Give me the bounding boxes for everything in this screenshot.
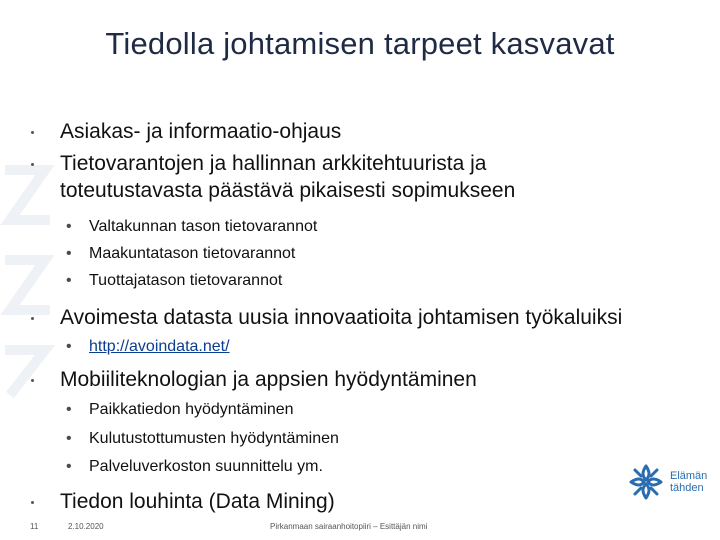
subbullet-dot: •: [66, 430, 72, 447]
bullet-text: Tiedon louhinta (Data Mining): [60, 490, 335, 513]
logo-line1: Elämän: [670, 470, 708, 482]
bullet-open-data: [60, 304, 622, 331]
subbullet-text: Kulutustottumusten hyödyntäminen: [89, 430, 339, 447]
bullet-text-line1: Tietovarantojen ja hallinnan arkkitehtuurista ja: [60, 152, 487, 175]
bullet-text: Avoimesta datasta uusia innovaatioita johtamisen työkaluiksi: [60, 306, 623, 329]
bullet-dot: [31, 131, 34, 134]
subbullet-producer: [66, 270, 283, 292]
subbullet-text: Valtakunnan tason tietovarannot: [89, 218, 318, 235]
subbullet-location: [66, 399, 294, 421]
bullet-customer-guidance: [60, 118, 341, 145]
subbullet-dot: •: [66, 245, 72, 262]
asterisk-cross-icon: [626, 460, 666, 504]
subbullet-text: Paikkatiedon hyödyntäminen: [89, 401, 294, 418]
bullet-dot: [31, 163, 34, 166]
subbullet-text: Tuottajatason tietovarannot: [89, 272, 283, 289]
subbullet-dot: •: [66, 401, 72, 418]
open-data-link[interactable]: http://avoindata.net/: [89, 338, 230, 355]
bullet-dot: [31, 501, 34, 504]
subbullet-text: Maakuntatason tietovarannot: [89, 245, 296, 262]
bullet-architecture: [60, 150, 515, 204]
logo-wordmark: [670, 470, 707, 494]
subbullet-regional: [66, 243, 296, 265]
subbullet-national: [66, 216, 318, 238]
subbullet-dot: •: [66, 338, 72, 355]
subbullet-service-network: [66, 456, 323, 478]
footer-presenter: Pirkanmaan sairaanhoitopiiri – Esittäjän nimi: [270, 522, 428, 531]
subbullet-consumption: [66, 428, 339, 450]
slide-title: Tiedolla johtamisen tarpeet kasvavat: [105, 26, 615, 61]
bullet-dot: [31, 317, 34, 320]
bullet-data-mining: [60, 488, 335, 515]
subbullet-open-data-link: [66, 336, 230, 358]
bullet-mobile: [60, 366, 477, 393]
elaman-tahden-logo: [626, 460, 716, 510]
subbullet-dot: •: [66, 218, 72, 235]
bullet-text: Asiakas- ja informaatio-ohjaus: [60, 120, 342, 143]
bullet-text: Mobiiliteknologian ja appsien hyödyntäminen: [60, 368, 477, 391]
footer-page-number: 11: [30, 522, 39, 531]
bullet-dot: [31, 379, 34, 382]
footer-date: 2.10.2020: [68, 522, 104, 531]
logo-line2: tähden: [670, 482, 704, 494]
subbullet-dot: •: [66, 458, 72, 475]
bullet-text-line2: toteutustavasta päästävä pikaisesti sopimukseen: [60, 179, 516, 202]
subbullet-text: Palveluverkoston suunnittelu ym.: [89, 458, 323, 475]
subbullet-dot: •: [66, 272, 72, 289]
